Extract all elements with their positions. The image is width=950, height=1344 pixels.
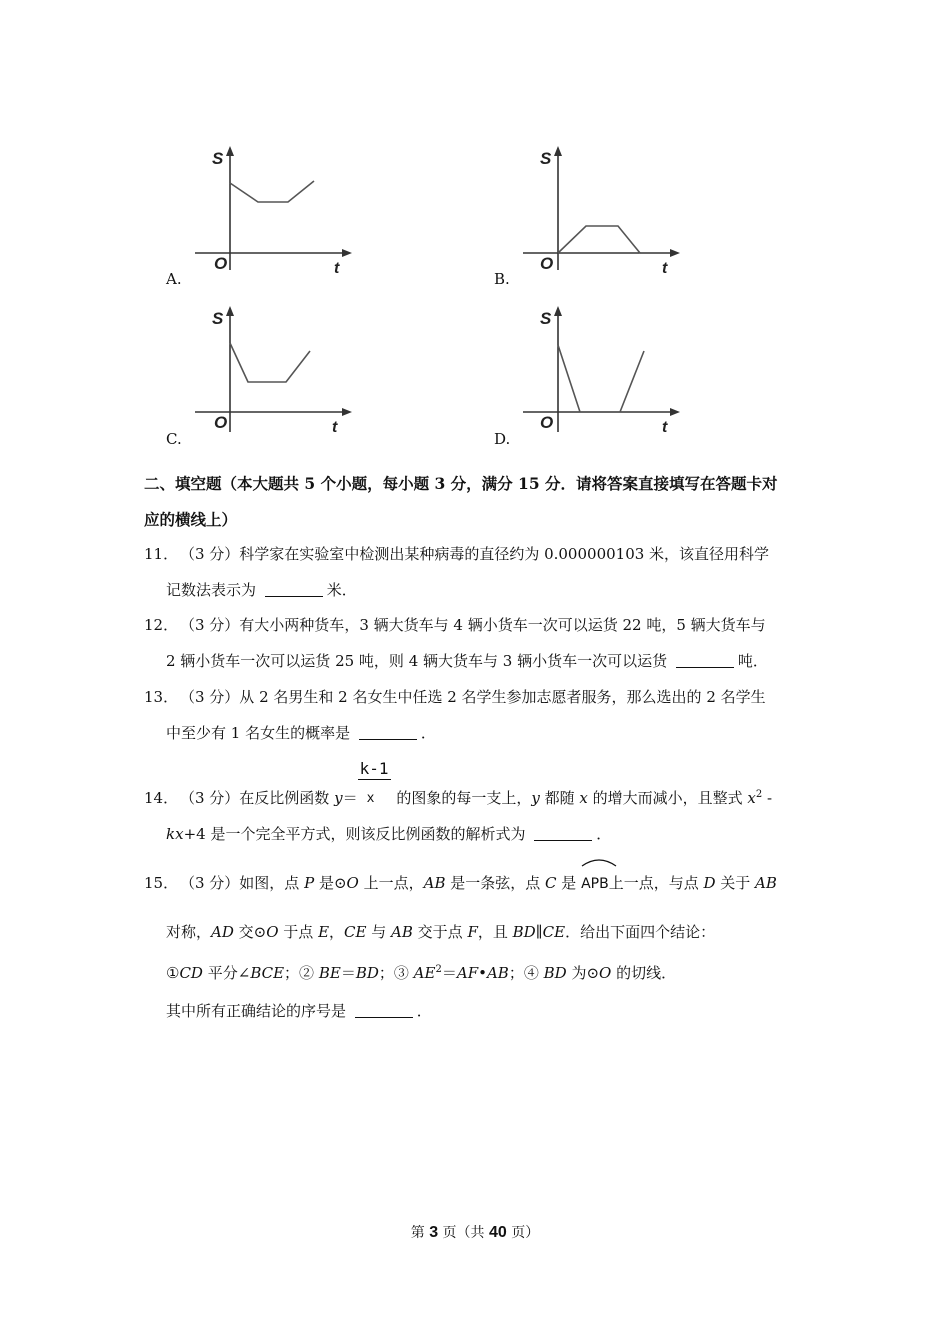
question-text: ，且 [477,923,513,941]
graph-option-c [190,300,360,440]
question-text: ．给出下面四个结论： [565,923,716,941]
question-text: 交⊙ [233,923,267,941]
question-number: 14． [144,789,179,807]
question-text: 2 辆小货车一次可以运货 25 吨，则 4 辆大货车与 3 辆小货车一次可以运货 [166,652,672,670]
option-d-label: D. [494,430,511,448]
axis-x-label: t [334,260,340,277]
axis-x-label: t [332,419,338,436]
var-ad: AD [211,923,234,941]
axis-y-label: S [540,309,552,328]
question-number: 11． [144,545,179,563]
graph-option-d [518,300,688,440]
var-c: C [545,874,557,892]
question-text: 的切线． [611,964,677,982]
var-o: O [346,874,359,892]
axis-x-label: t [662,419,668,436]
total-pages: 40 [489,1224,507,1241]
question-number: 12． [144,616,179,634]
var-o: O [599,964,612,982]
option-b-label: B. [494,270,510,288]
question-15 [144,864,814,1030]
var-p: P [304,874,315,892]
question-13 [144,679,814,751]
question-text: （3 分）有大小两种货车，3 辆大货车与 4 辆小货车一次可以运货 22 吨，5 辆大货车与 [180,616,766,634]
answer-blank[interactable] [534,826,592,841]
option-c-label: C. [166,430,182,448]
var-ce: CE [344,923,367,941]
equals-sign: ＝ [342,789,358,807]
origin-label: O [214,413,228,432]
conclusion-marker: ① [166,964,180,982]
footer-text: 页（共 [438,1225,489,1241]
question-text: ；④ [508,964,544,982]
question-number: 15． [144,874,179,892]
question-text: ；② [284,964,319,982]
var-af: AF [456,964,479,982]
var-f: F [467,923,478,941]
exponent: 2 [435,964,442,975]
option-a-label: A. [166,270,182,288]
answer-blank[interactable] [265,582,323,597]
question-text: 记数法表示为 [166,581,261,599]
footer-text: 第 [410,1225,430,1241]
page-footer [0,1222,950,1242]
section-title [144,466,834,538]
question-text: ＝ [340,964,356,982]
arc-apb [581,865,609,903]
origin-label: O [540,413,554,432]
answer-blank[interactable] [359,725,417,740]
answer-blank[interactable] [676,653,734,668]
question-text: ；③ [378,964,414,982]
question-text: 的图象的每一支上， [391,789,532,807]
question-text: 是⊙ [314,874,347,892]
var-ab: AB [755,874,777,892]
var-x: x [747,789,756,807]
question-text: 的增大而减小，且整式 [587,789,748,807]
question-12 [144,607,814,679]
question-text: ． [596,825,612,843]
var-bd: BD [512,923,536,941]
question-text: 中至少有 1 名女生的概率是 [166,724,355,742]
question-text: 吨． [737,652,768,670]
var-ab: AB [423,874,446,892]
question-text: ， [329,923,345,941]
fraction-denominator: x [366,791,375,806]
arc-icon [581,857,617,867]
question-text: 关于 [715,874,756,892]
var-x: x [579,789,588,807]
section-title-line1: 二、填空题（本大题共 5 个小题，每小题 3 分，满分 15 分．请将答案直接填写在答题卡对 [144,474,778,493]
footer-text: 页） [506,1225,540,1241]
graph-option-a [190,140,360,280]
origin-label: O [540,254,554,273]
var-bd: BD [355,964,379,982]
question-text: 与 [366,923,392,941]
var-bce: BCE [250,964,285,982]
axis-y-label: S [212,149,224,168]
var-d: D [703,874,716,892]
question-text: 是 [556,874,582,892]
question-text: （3 分）从 2 名男生和 2 名女生中任选 2 名学生参加志愿者服务，那么选出的 2 名学生 [180,688,766,706]
var-ce: CE [542,923,566,941]
question-text: （3 分）如图，点 [180,874,305,892]
question-text: ． [416,1002,432,1020]
arc-label: APB [581,876,609,892]
var-o: O [266,923,279,941]
var-y: y [334,789,343,807]
var-e: E [318,923,330,941]
question-text: ． [420,724,436,742]
axis-y-label: S [212,309,224,328]
graph-option-b [518,140,688,280]
question-14 [144,759,814,852]
page-number: 3 [429,1224,439,1241]
answer-blank[interactable] [355,1003,413,1018]
var-y: y [531,789,540,807]
question-text: 米． [326,581,357,599]
var-ab: AB [391,923,413,941]
question-number: 13． [144,688,179,706]
question-text: 平分∠ [202,964,251,982]
question-text: （3 分）科学家在实验室中检测出某种病毒的直径约为 0.000000103 米，该直径用科学 [180,545,770,563]
var-cd: CD [179,964,203,982]
question-text: 都随 [539,789,580,807]
question-text: 交于点 [412,923,468,941]
section-title-line2: 应的横线上） [144,510,238,529]
var-kx: kx [166,825,184,843]
exponent: 2 [755,789,763,800]
fraction [358,759,392,806]
origin-label: O [214,254,228,273]
var-bd: BD [543,964,567,982]
parallel-sign: ∥ [535,923,543,941]
var-be: BE [318,964,341,982]
question-text: +4 是一个完全平方式，则该反比例函数的解析式为 [183,825,531,843]
var-ae: AE [413,964,436,982]
fraction-numerator: k-1 [359,759,389,778]
question-text: 上一点， [358,874,424,892]
question-text: ＝ [441,964,457,982]
question-text: - [762,789,773,807]
question-text: 于点 [278,923,319,941]
question-text: 对称， [166,923,212,941]
question-text: 为⊙ [566,964,600,982]
question-text: 是一条弦，点 [445,874,546,892]
question-text: 上一点，与点 [608,874,704,892]
question-11 [144,536,814,608]
question-text: 其中所有正确结论的序号是 [166,1002,351,1020]
axis-x-label: t [662,260,668,277]
question-text: • [478,964,487,982]
axis-y-label: S [540,149,552,168]
var-ab: AB [486,964,509,982]
question-text: （3 分）在反比例函数 [180,789,335,807]
